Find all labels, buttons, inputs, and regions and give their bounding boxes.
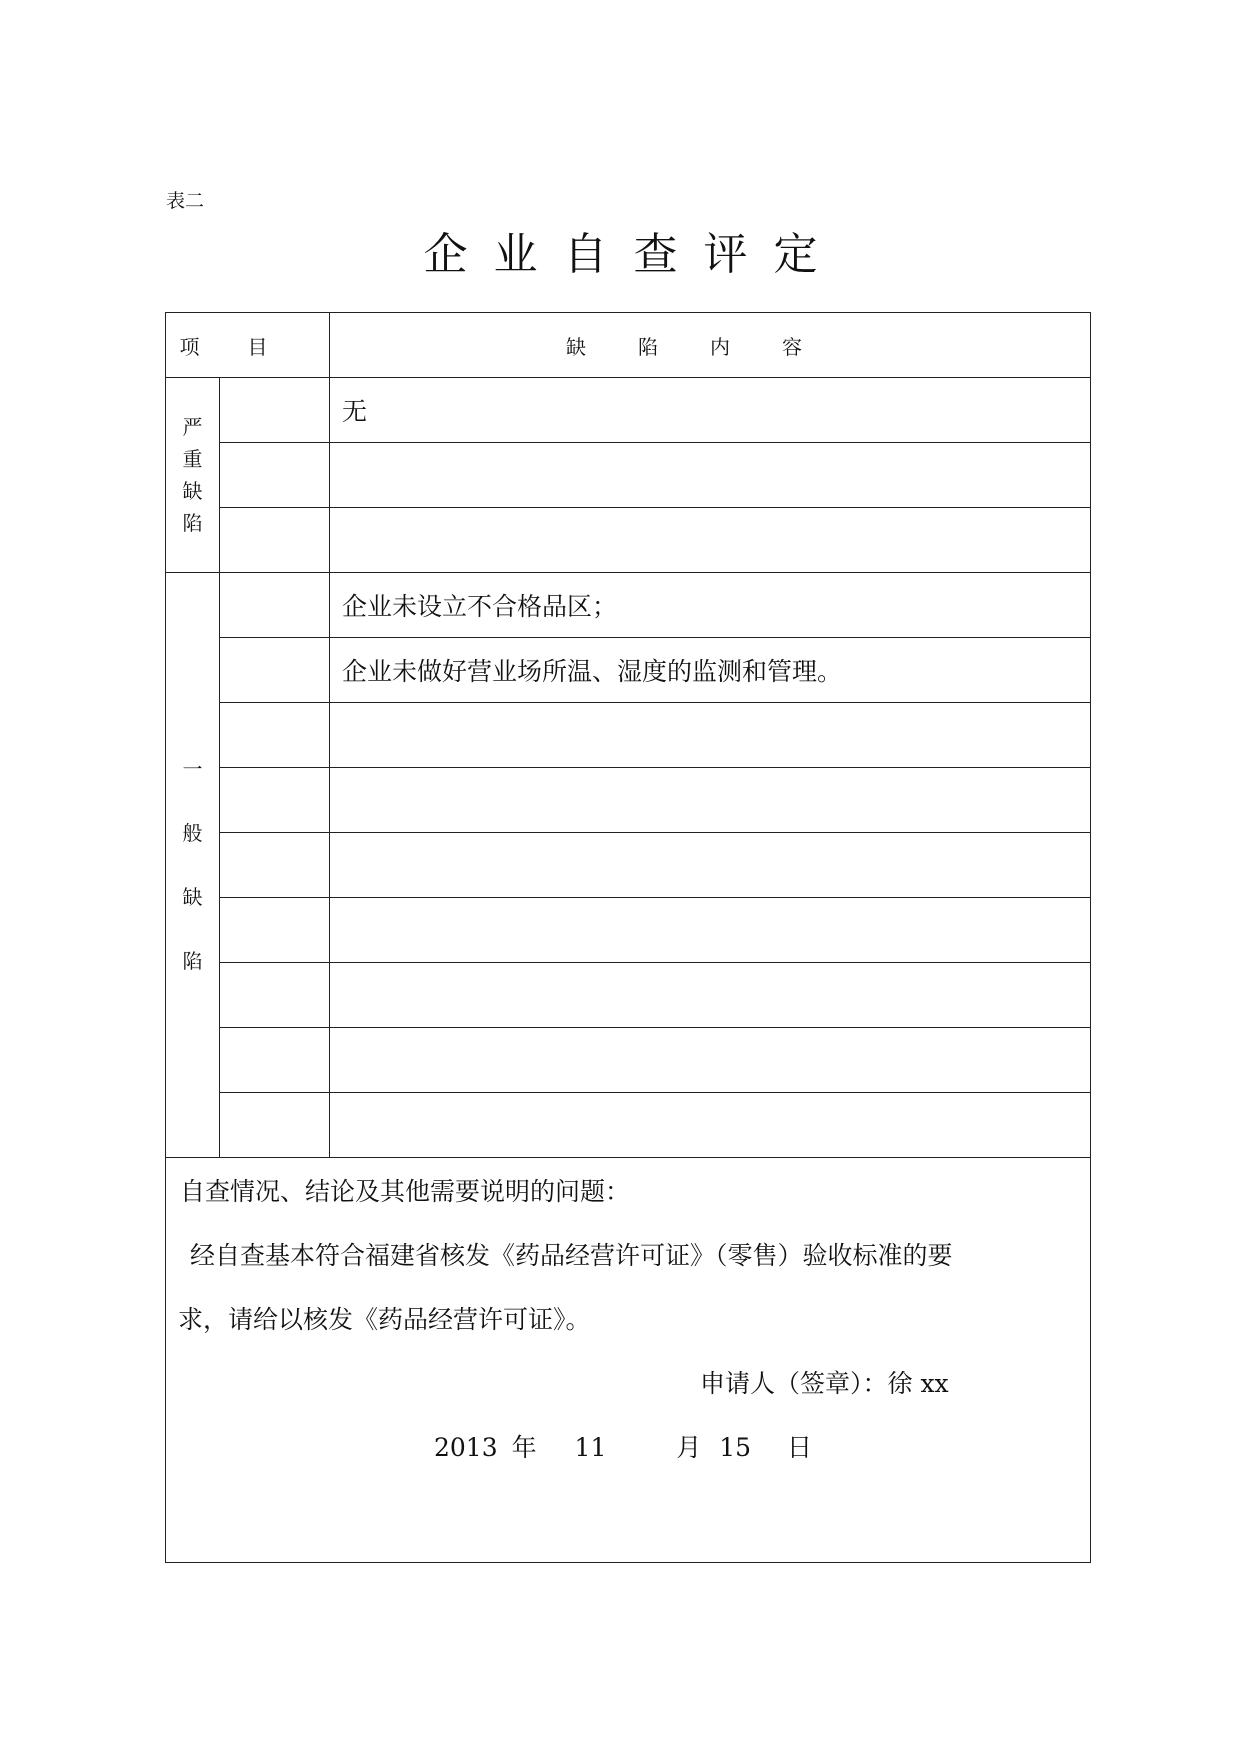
date-month: 11 (574, 1433, 607, 1462)
item-cell (220, 443, 330, 508)
defect-content-cell (330, 768, 1091, 833)
table-row (166, 573, 1091, 638)
table-row (166, 768, 1091, 833)
label-char: 缺 (182, 885, 203, 909)
defect-content-cell: 企业未设立不合格品区； (330, 573, 1091, 638)
defect-content-cell: 企业未做好营业场所温、湿度的监测和管理。 (330, 638, 1091, 703)
page-title: 企业自查评定 (423, 229, 844, 280)
application-date (434, 1428, 812, 1464)
date-day-unit: 日 (787, 1433, 813, 1462)
item-cell (220, 573, 330, 638)
date-year: 2013 (434, 1433, 498, 1462)
date-month-unit: 月 (676, 1433, 702, 1462)
label-char: 重 (182, 447, 203, 471)
defect-content-cell (330, 963, 1091, 1028)
conclusion-question: 自查情况、结论及其他需要说明的问题： (180, 1177, 631, 1206)
defect-content-cell: 无 (330, 378, 1091, 443)
table-row (166, 898, 1091, 963)
defect-content-cell (330, 443, 1091, 508)
table-row (166, 378, 1091, 443)
item-cell (220, 963, 330, 1028)
table-row (166, 963, 1091, 1028)
header-item: 项目 (166, 313, 330, 378)
item-cell (220, 703, 330, 768)
form-number: 表二 (166, 190, 205, 212)
label-char: 般 (182, 821, 203, 845)
item-cell (220, 508, 330, 573)
item-cell (220, 378, 330, 443)
label-char: 一 (182, 757, 203, 781)
table-row (166, 1028, 1091, 1093)
conclusion-text-line1: 经自查基本符合福建省核发《药品经营许可证》（零售）验收标准的要 (190, 1241, 953, 1270)
applicant-signature: 申请人（签章）：徐 xx (700, 1369, 949, 1398)
table-row (166, 703, 1091, 768)
defect-content-cell (330, 833, 1091, 898)
general-defects-label (166, 573, 220, 1158)
item-cell (220, 833, 330, 898)
defect-content-cell (330, 1093, 1091, 1158)
table-row (166, 638, 1091, 703)
item-cell (220, 638, 330, 703)
defect-content-cell (330, 898, 1091, 963)
conclusion-row (166, 1158, 1091, 1563)
self-inspection-table (165, 312, 1091, 1563)
conclusion-text-line2: 求，请给以核发《药品经营许可证》。 (178, 1305, 591, 1334)
conclusion-cell (166, 1158, 1091, 1563)
item-cell (220, 768, 330, 833)
item-cell (220, 898, 330, 963)
item-cell (220, 1028, 330, 1093)
defect-content-cell (330, 703, 1091, 768)
date-day: 15 (719, 1433, 752, 1462)
label-char: 陷 (182, 949, 203, 973)
header-defect-content: 缺陷内容 (330, 313, 1091, 378)
label-char: 陷 (182, 511, 203, 535)
serious-defects-label (166, 378, 220, 573)
label-char: 缺 (182, 479, 203, 503)
label-char: 严 (182, 415, 203, 439)
item-cell (220, 1093, 330, 1158)
table-row (166, 508, 1091, 573)
defect-content-cell (330, 1028, 1091, 1093)
defect-content-cell (330, 508, 1091, 573)
table-row (166, 833, 1091, 898)
table-row (166, 1093, 1091, 1158)
table-header-row (166, 313, 1091, 378)
date-year-unit: 年 (511, 1433, 537, 1462)
table-row (166, 443, 1091, 508)
